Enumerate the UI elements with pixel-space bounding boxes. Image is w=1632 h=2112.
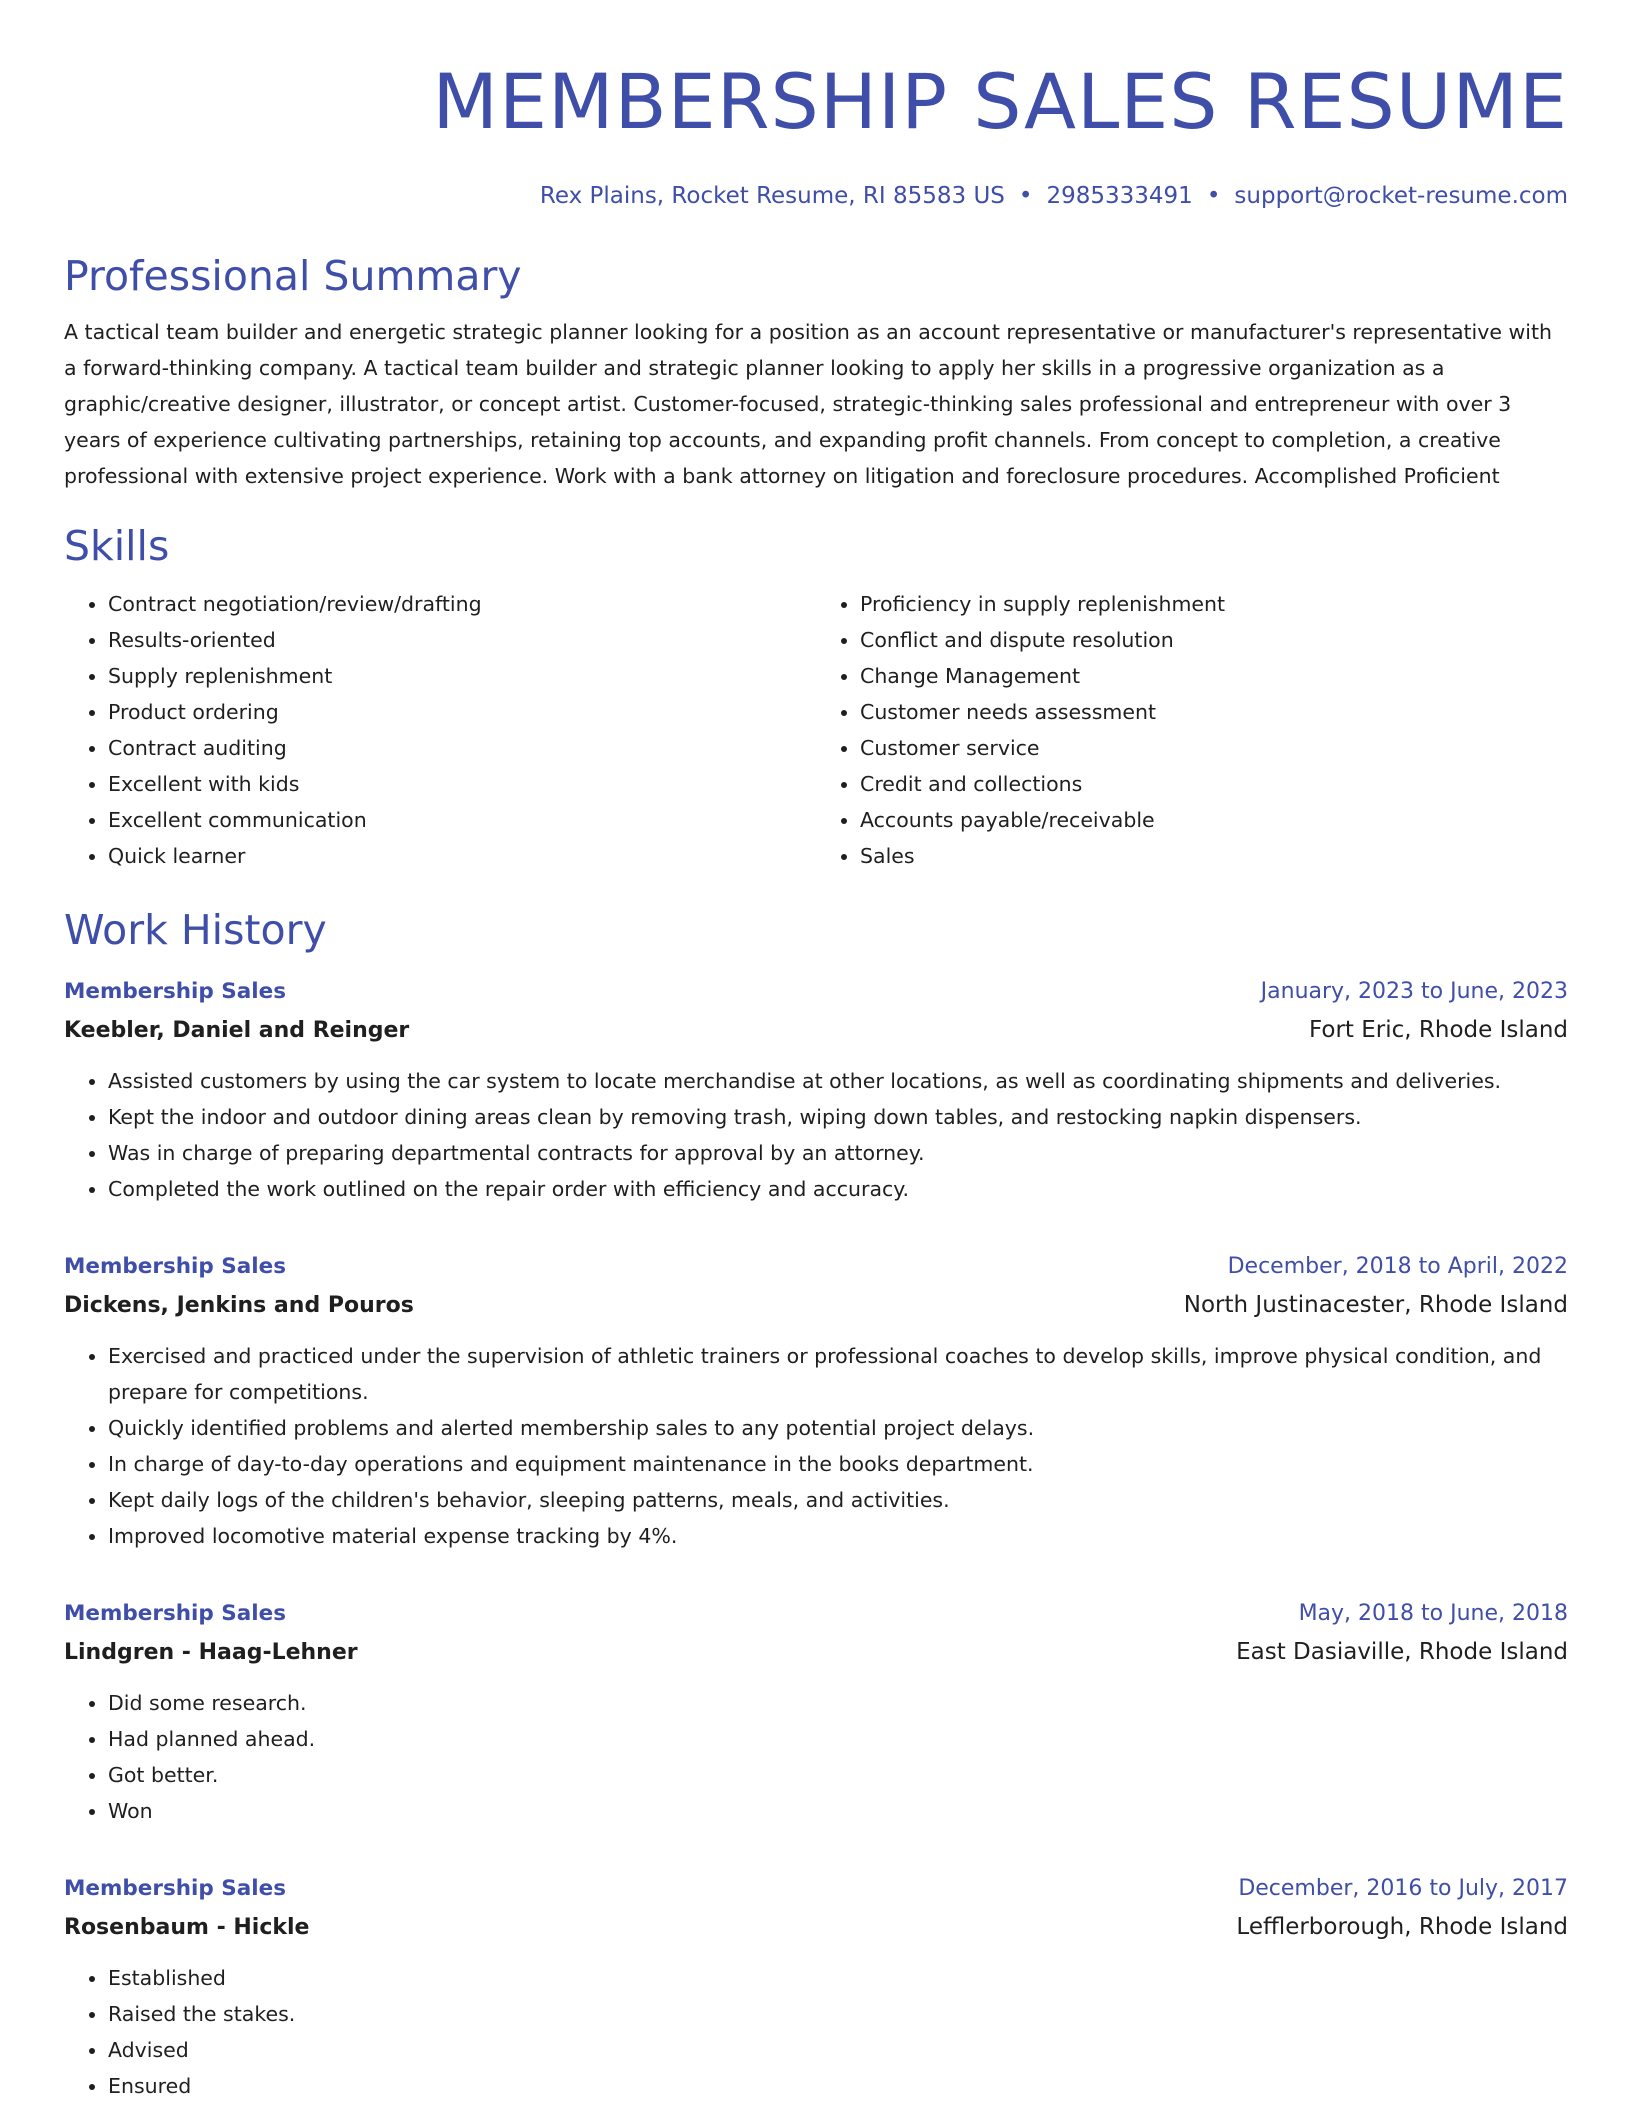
resume-title: MEMBERSHIP SALES RESUME (432, 57, 1568, 146)
skills-heading: Skills (64, 522, 170, 570)
contact-address: Rex Plains, Rocket Resume, RI 85583 US (539, 183, 1005, 209)
job-bullet: • Raised the stakes. (108, 1996, 1568, 2032)
job-entry (64, 1596, 1568, 1829)
job-role: Membership Sales (64, 979, 287, 1004)
job-company: Lindgren - Haag-Lehner (64, 1640, 358, 1665)
job-bullet: • Did some research. (108, 1685, 1568, 1721)
job-bullet: • In charge of day-to-day operations and equipment maintenance in the books department. (108, 1446, 1568, 1482)
skill-item: • Sales (860, 838, 1568, 874)
job-bullet: • Kept daily logs of the children's behavior, sleeping patterns, meals, and activities. (108, 1482, 1568, 1518)
skill-item: • Change Management (860, 658, 1568, 694)
job-entry (64, 1249, 1568, 1554)
contact-phone: 2985333491 (1046, 183, 1193, 209)
contact-line (64, 180, 1568, 212)
skill-item: • Proficiency in supply replenishment (860, 586, 1568, 622)
job-bullet: • Ensured (108, 2068, 1568, 2104)
job-company: Rosenbaum - Hickle (64, 1915, 310, 1940)
job-bullets (64, 1063, 1568, 1207)
job-location: Fort Eric, Rhode Island (1308, 1017, 1568, 1043)
skill-item: • Customer service (860, 730, 1568, 766)
job-bullets (64, 1685, 1568, 1829)
skill-item: • Quick learner (108, 838, 816, 874)
job-location: Lefflerborough, Rhode Island (1236, 1914, 1568, 1940)
contact-email: support@rocket-resume.com (1234, 183, 1568, 209)
skill-item: • Contract auditing (108, 730, 816, 766)
skill-item: • Customer needs assessment (860, 694, 1568, 730)
skill-item: • Accounts payable/receivable (860, 802, 1568, 838)
job-bullet: • Was in charge of preparing departmental contracts for approval by an attorney. (108, 1135, 1568, 1171)
summary-heading: Professional Summary (64, 252, 522, 300)
summary-text: A tactical team builder and energetic strategic planner looking for a position as an account representative or manufacturer's representative with a forward-thinking company. A tactical team builder and strategic planner looking to apply her skills in a progressive organization as a graphic/creative designer, illustrator, or concept artist. Customer-focused, strategic-thinking sales professional and entrepreneur with over 3 years of experience cultivating partnerships, retaining top accounts, and expanding profit channels. From concept to completion, a creative professional with extensive project experience. Work with a bank attorney on litigation and foreclosure procedures. Accomplished Proficient (64, 320, 1552, 488)
job-bullet: • Had planned ahead. (108, 1721, 1568, 1757)
job-dates: December, 2016 to July, 2017 (1238, 1876, 1568, 1901)
job-company: Dickens, Jenkins and Pouros (64, 1293, 414, 1318)
job-bullet: • Advised (108, 2032, 1568, 2068)
job-location: East Dasiaville, Rhode Island (1236, 1639, 1568, 1665)
job-entry (64, 1871, 1568, 2104)
job-location: North Justinacester, Rhode Island (1183, 1292, 1568, 1318)
skills-column-right (816, 586, 1568, 874)
job-dates: May, 2018 to June, 2018 (1298, 1601, 1568, 1626)
skill-item: • Credit and collections (860, 766, 1568, 802)
job-bullet: • Improved locomotive material expense tracking by 4%. (108, 1518, 1568, 1554)
skill-item: • Supply replenishment (108, 658, 816, 694)
job-role: Membership Sales (64, 1876, 287, 1901)
skill-item: • Conflict and dispute resolution (860, 622, 1568, 658)
job-entry (64, 974, 1568, 1207)
job-bullets (64, 1338, 1568, 1554)
job-bullet: • Got better. (108, 1757, 1568, 1793)
job-bullet: • Completed the work outlined on the repair order with efficiency and accuracy. (108, 1171, 1568, 1207)
job-dates: December, 2018 to April, 2022 (1227, 1254, 1568, 1279)
job-bullet: • Assisted customers by using the car system to locate merchandise at other locations, as well as coordinating shipments and deliveries. (108, 1063, 1568, 1099)
job-dates: January, 2023 to June, 2023 (1260, 979, 1568, 1004)
job-bullet: • Won (108, 1793, 1568, 1829)
skills-list (64, 586, 1568, 874)
job-bullet: • Established (108, 1960, 1568, 1996)
skill-item: • Results-oriented (108, 622, 816, 658)
skill-item: • Excellent with kids (108, 766, 816, 802)
skill-item: • Contract negotiation/review/drafting (108, 586, 816, 622)
job-company: Keebler, Daniel and Reinger (64, 1018, 410, 1043)
job-role: Membership Sales (64, 1601, 287, 1626)
job-bullets (64, 1960, 1568, 2104)
skills-column-left (64, 586, 816, 874)
skill-item: • Product ordering (108, 694, 816, 730)
skill-item: • Excellent communication (108, 802, 816, 838)
job-bullet: • Exercised and practiced under the supervision of athletic trainers or professional coaches to develop skills, improve physical condition, and prepare for competitions. (108, 1338, 1568, 1410)
job-bullet: • Quickly identified problems and alerted membership sales to any potential project delays. (108, 1410, 1568, 1446)
contact-separator: • (1206, 183, 1221, 209)
contact-separator: • (1018, 183, 1033, 209)
job-role: Membership Sales (64, 1254, 287, 1279)
work-history-heading: Work History (64, 906, 327, 954)
job-bullet: • Kept the indoor and outdoor dining areas clean by removing trash, wiping down tables, and restocking napkin dispensers. (108, 1099, 1568, 1135)
